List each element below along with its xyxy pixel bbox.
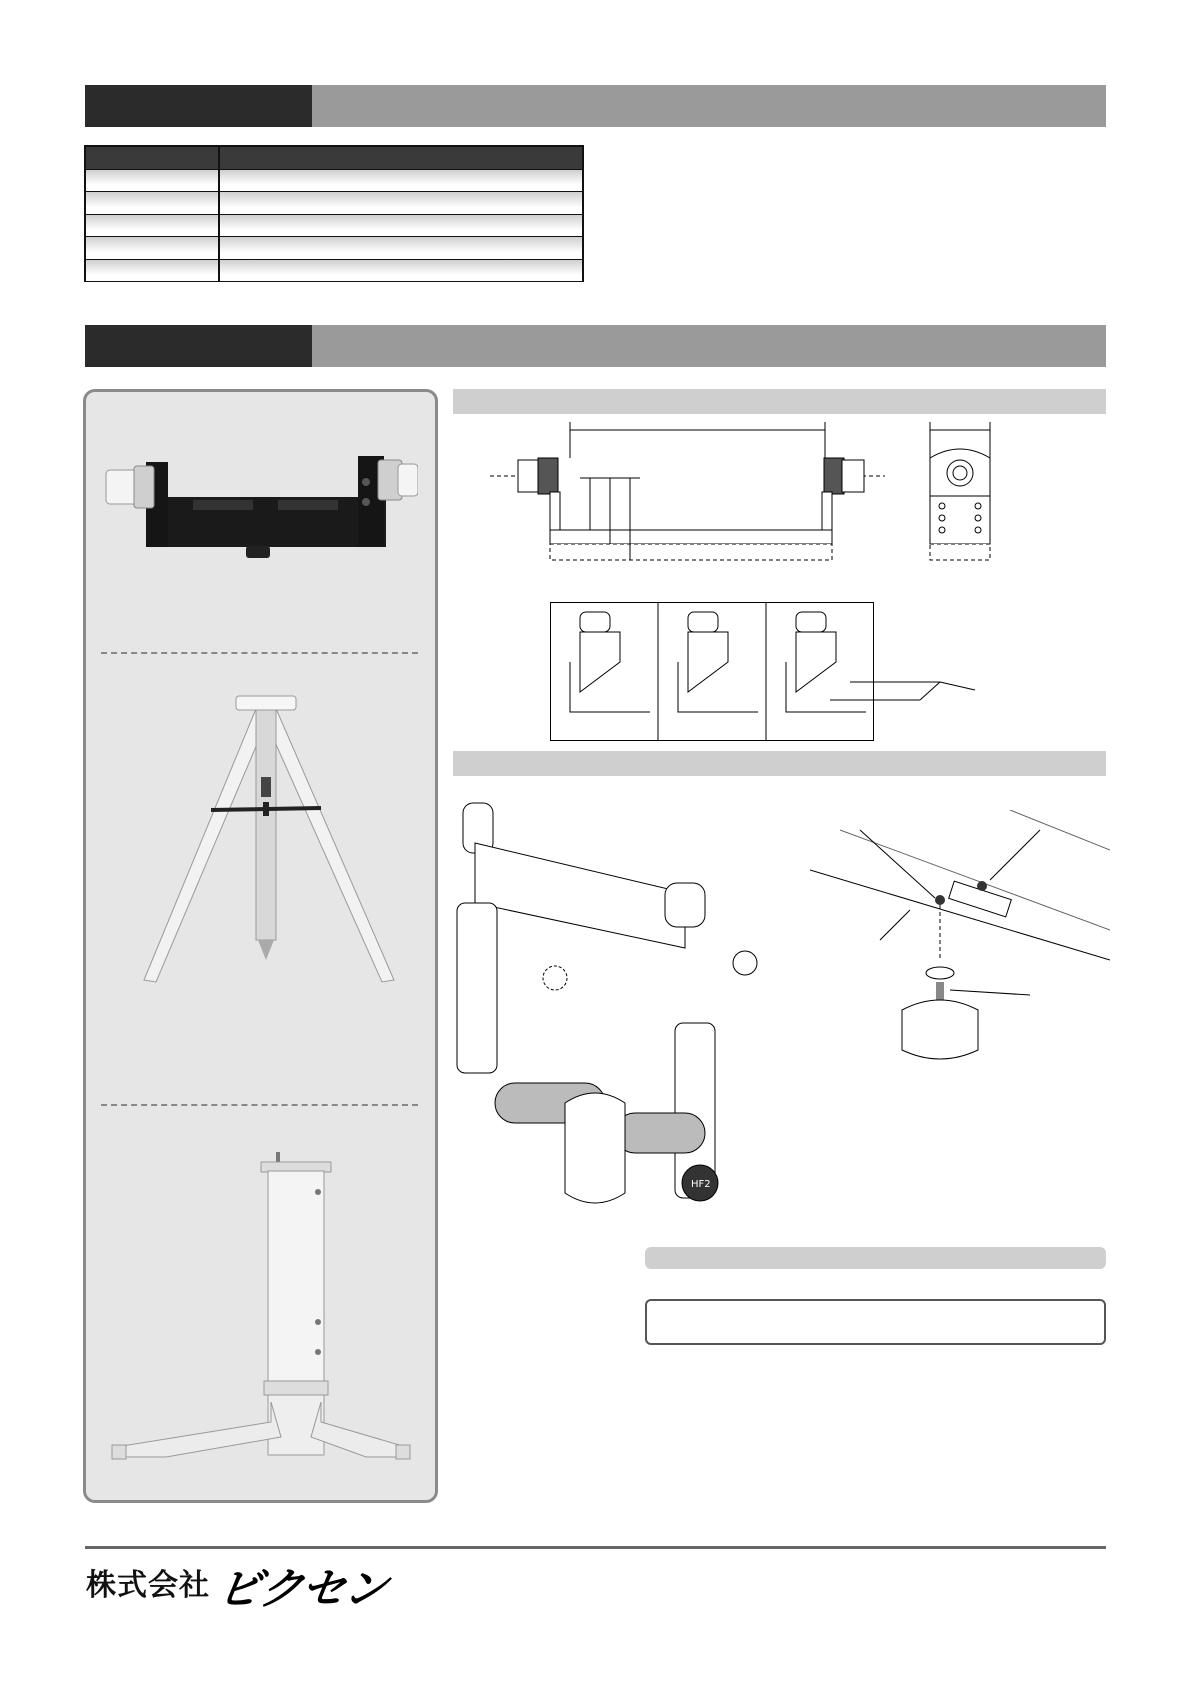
company-name: 株式会社: [86, 1568, 210, 1603]
spec-table: [84, 145, 584, 282]
section-header-specs: [85, 85, 1106, 127]
table-row: [86, 169, 582, 191]
bracket-photo: [98, 442, 418, 592]
mount-label: HF2: [691, 1179, 711, 1190]
subheader-assembly: [453, 751, 1106, 776]
spec-table-header: [86, 147, 582, 169]
subheader-dimensions: [453, 389, 1106, 414]
tripod-photo: [116, 692, 406, 992]
bracket-positions: [550, 602, 990, 742]
subheader-note: [645, 1247, 1106, 1269]
section-header-parts: [85, 325, 1106, 367]
note-box: [645, 1299, 1106, 1345]
table-row: [86, 214, 582, 236]
table-row: [86, 236, 582, 258]
footer-divider: [85, 1546, 1106, 1549]
table-row: [86, 191, 582, 213]
brand-logo: ビクセン: [213, 1564, 389, 1615]
mount-illustration: [455, 783, 790, 1233]
knob-detail: [810, 810, 1110, 1080]
dimension-drawing: [480, 418, 1020, 578]
divider: [101, 652, 418, 654]
section-header-tab: [85, 85, 312, 127]
table-row: [86, 259, 582, 281]
product-panel: [83, 389, 438, 1503]
section-header-tab: [85, 325, 312, 367]
pier-photo: [106, 1147, 426, 1467]
divider: [101, 1104, 418, 1106]
